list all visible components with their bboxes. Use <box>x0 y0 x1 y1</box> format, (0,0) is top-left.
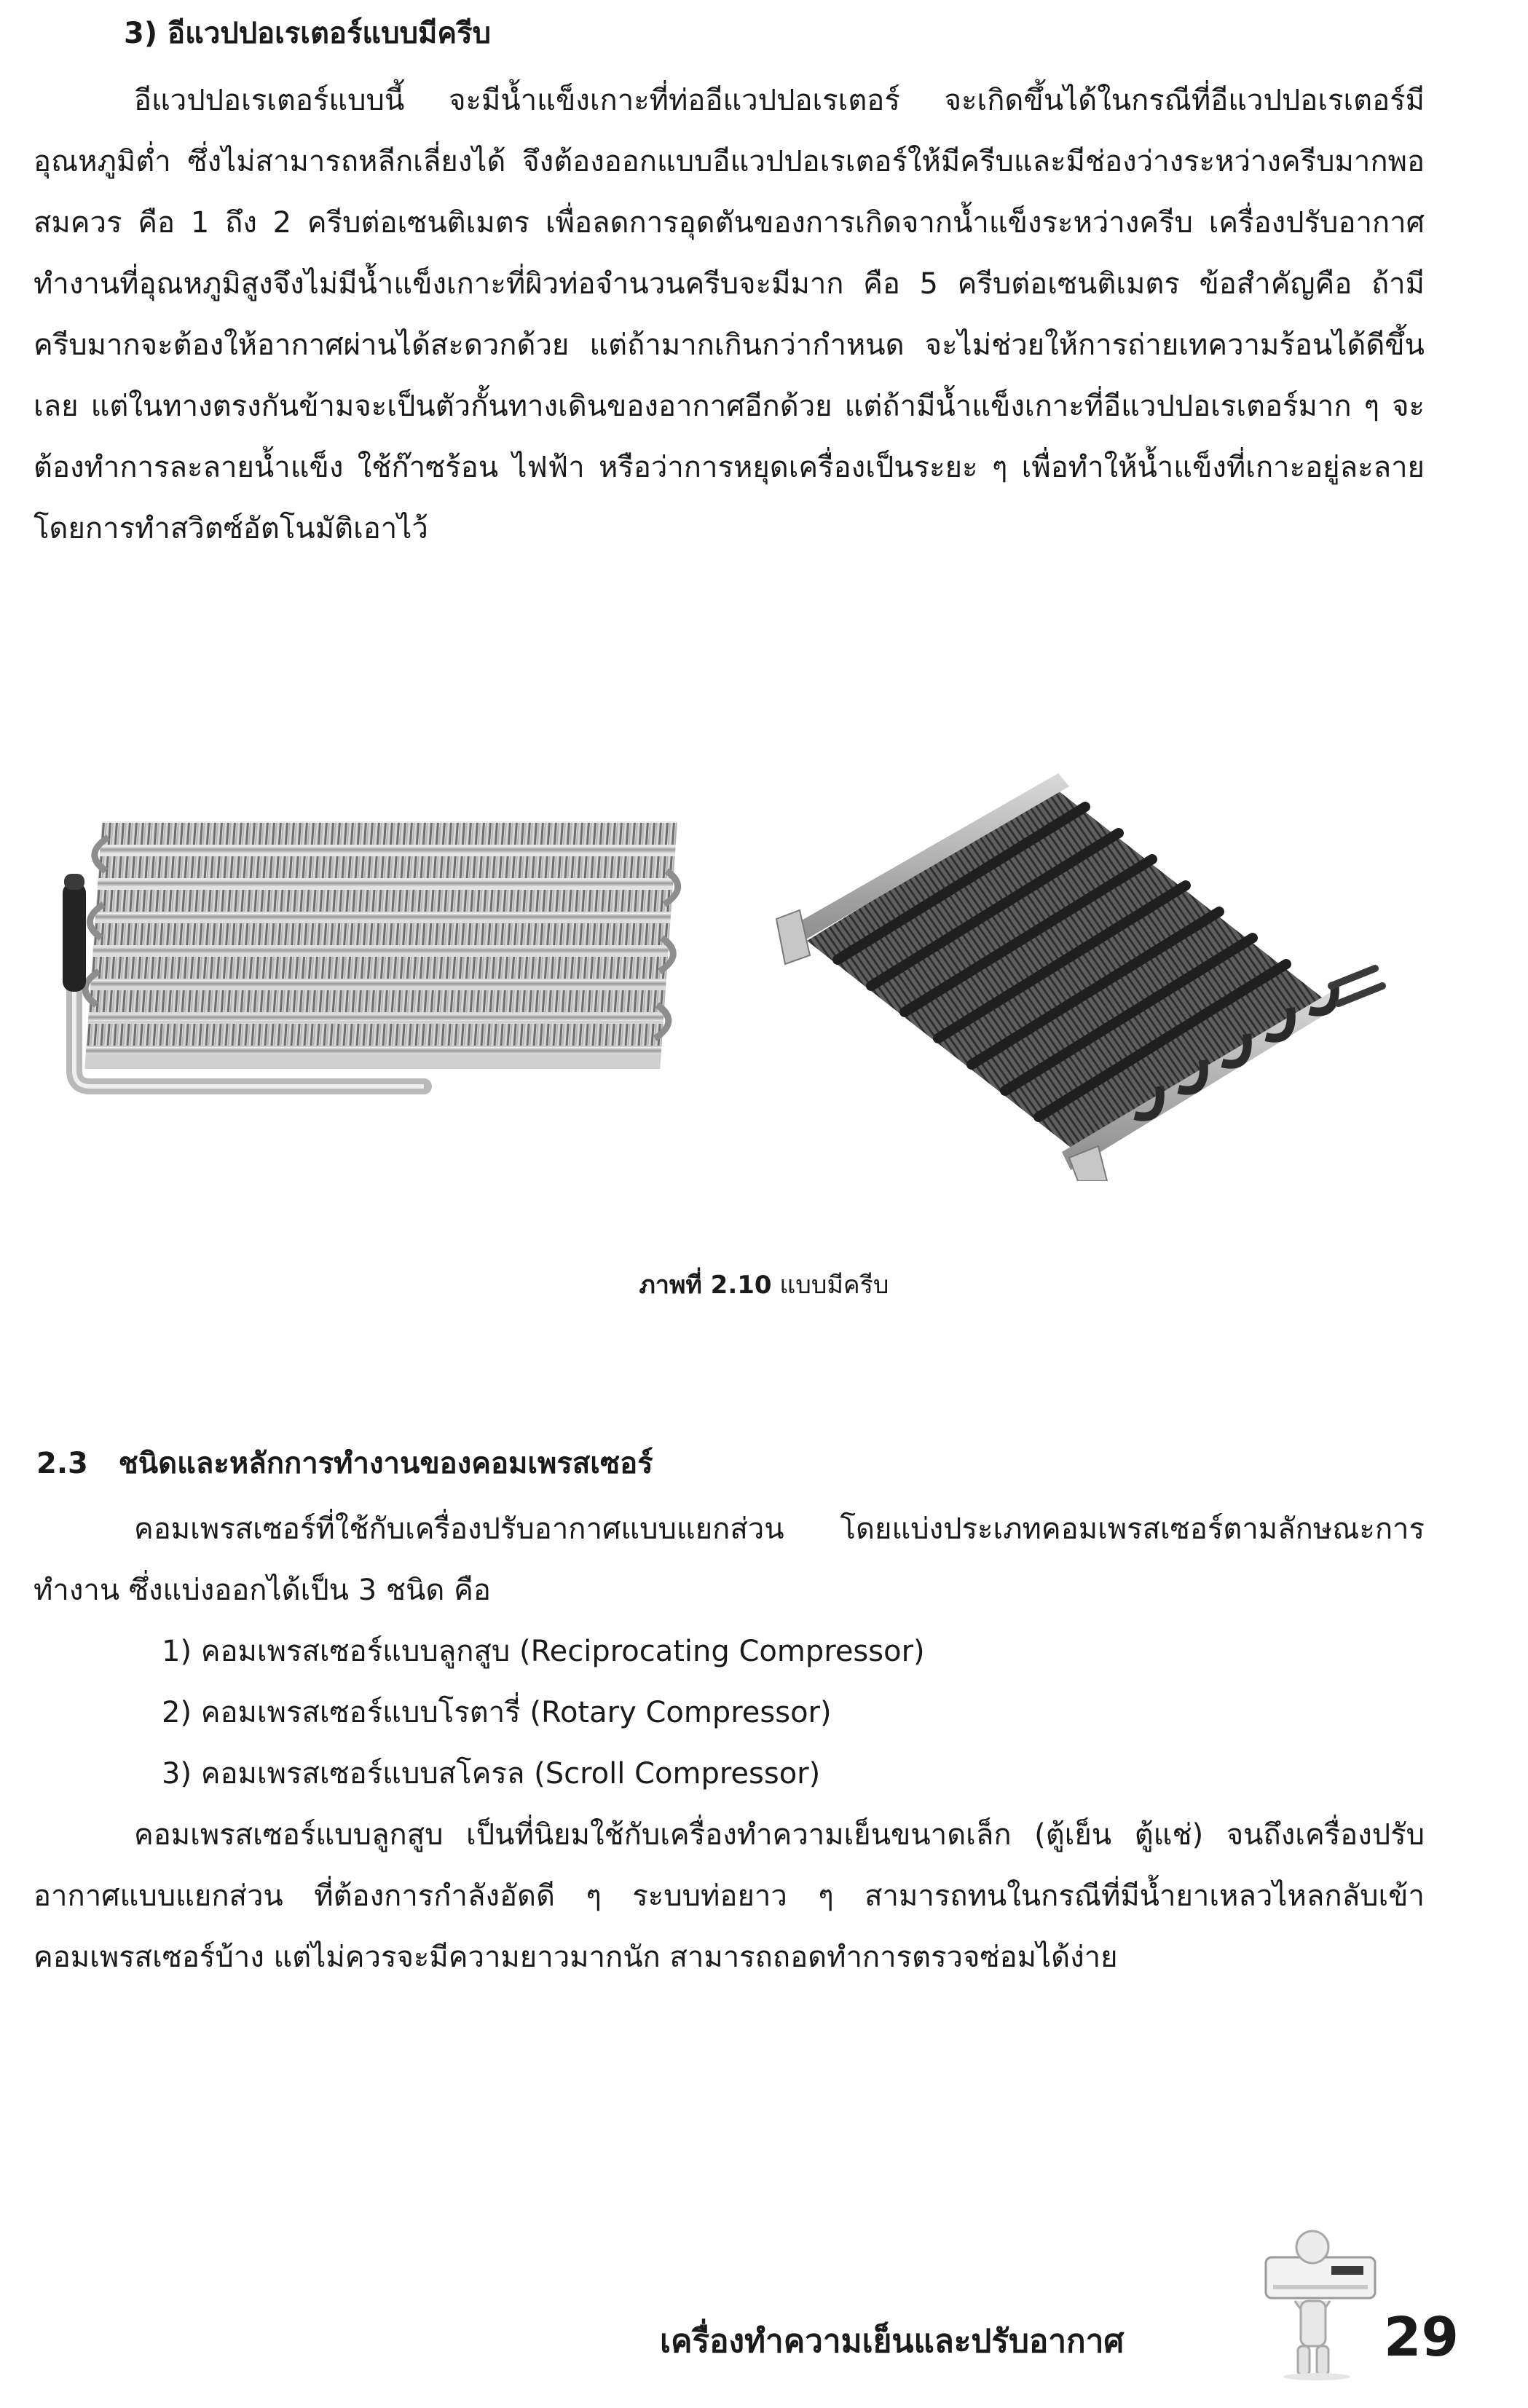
section-paragraph: อีแวปปอเรเตอร์แบบนี้ จะมีน้ำแข็งเกาะที่ท่ออีแวปปอเรเตอร์ จะเกิดขึ้นได้ในกรณีที่อีแวปปอเรเตอร์มีอุณหภูมิต่ำ ซึ่งไม่สามารถหลีกเลี่ยงได้ จึงต้องออกแบบอีแวปปอเรเตอร์ให้มีครีบและมีช่องว่างระหว่างครีบมากพอสมควร คือ 1 ถึง 2 ครีบต่อเซนติเมตร เพื่อลดการอุดตันของการเกิดจากน้ำแข็งระหว่างครีบ เครื่องปรับอากาศทำงานที่อุณหภูมิสูงจึงไม่มีน้ำแข็งเกาะที่ผิวท่อจำนวนครีบจะมีมาก คือ 5 ครีบต่อเซนติเมตร ข้อสำคัญคือ ถ้ามีครีบมากจะต้องให้อากาศผ่านได้สะดวกด้วย แต่ถ้ามากเกินกว่ากำหนด จะไม่ช่วยให้การถ่ายเทความร้อนได้ดีขึ้นเลย แต่ในทางตรงกันข้ามจะเป็นตัวกั้นทางเดินของอากาศอีกด้วย แต่ถ้ามีน้ำแข็งเกาะที่อีแวปปอเรเตอร์มาก ๆ จะต้องทำการละลายน้ำแข็ง ใช้ก๊าซร้อน ไฟฟ้า หรือว่าการหยุดเครื่องเป็นระยะ ๆ เพื่อทำให้น้ำแข็งที่เกาะอยู่ละลายโดยการทำสวิตซ์อัตโนมัติเอาไว้ <box>34 84 1425 545</box>
section-heading: 3) อีแวปปอเรเตอร์แบบมีครีบ <box>124 17 491 50</box>
page-number: 29 <box>1384 2306 1459 2369</box>
section-number: 2.3 <box>36 1447 88 1480</box>
evaporator-photo-right <box>756 773 1411 1181</box>
footer-book-title: เครื่องทำความเย็นและปรับอากาศ <box>660 2323 1125 2360</box>
figure-caption-label: ภาพที่ 2.10 <box>639 1271 772 1300</box>
section-title: ชนิดและหลักการทำงานของคอมเพรสเซอร์ <box>118 1447 653 1480</box>
compressor-type-item: 3) คอมเพรสเซอร์แบบสโครล (Scroll Compressor) <box>162 1757 821 1791</box>
section-2-3-body: คอมเพรสเซอร์แบบลูกสูบ เป็นที่นิยมใช้กับเครื่องทำความเย็นขนาดเล็ก (ตู้เย็น ตู้แช่) จนถึงเครื่องปรับอากาศแบบแยกส่วน ที่ต้องการกำลังอัดดี ๆ ระบบท่อยาว ๆ สามารถทนในกรณีที่มีน้ำยาเหลวไหลกลับเข้าคอมเพรสเซอร์บ้าง แต่ไม่ควรจะมีความยาวมากนัก สามารถถอดทำการตรวจซ่อมได้ง่าย <box>34 1818 1425 1974</box>
section-2-3-intro: คอมเพรสเซอร์ที่ใช้กับเครื่องปรับอากาศแบบแยกส่วน โดยแบ่งประเภทคอมเพรสเซอร์ตามลักษณะการทำงาน ซึ่งแบ่งออกได้เป็น 3 ชนิด คือ <box>34 1512 1425 1607</box>
compressor-type-item: 1) คอมเพรสเซอร์แบบลูกสูบ (Reciprocating Compressor) <box>162 1635 925 1668</box>
compressor-type-item: 2) คอมเพรสเซอร์แบบโรตารี่ (Rotary Compressor) <box>162 1696 832 1729</box>
evaporator-photo-left <box>45 801 701 1150</box>
figure-caption-text: แบบมีครีบ <box>779 1271 889 1300</box>
section-2-3-heading <box>36 1445 653 1483</box>
mascot-air-conditioner-icon <box>1259 2228 1382 2381</box>
figure-caption <box>0 1268 1528 1302</box>
